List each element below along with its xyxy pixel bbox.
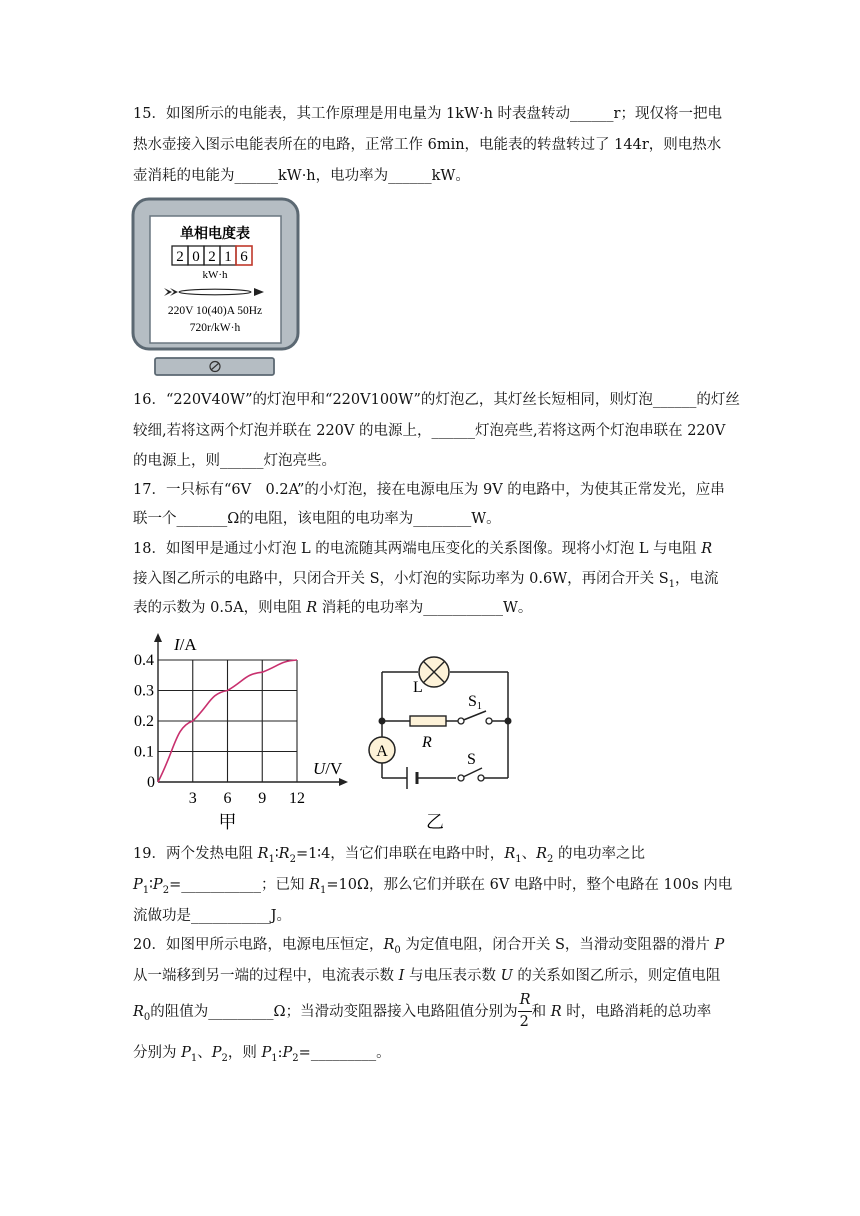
circuit-diagram [360, 650, 520, 835]
electric-meter-figure [130, 196, 302, 380]
q15-line-2: 热水壶接入图示电能表所在的电路，正常工作 6min，电能表的转盘转过了 144r，则电热水 [133, 137, 722, 153]
meter-title: 单相电度表 [180, 227, 250, 242]
chart-labels [134, 635, 343, 832]
ammeter-label: A [376, 743, 388, 760]
meter-digit: 0 [192, 249, 200, 265]
switch-s1-label: S1 [468, 693, 482, 712]
y-axis-arrow [154, 633, 162, 642]
x-axis-arrow [339, 778, 348, 786]
x-tick-label: 12 [289, 790, 305, 807]
q17-line-2: 联一个_______Ω的电阻，该电阻的电功率为________W。 [133, 511, 501, 527]
y-tick-label: 0.4 [134, 652, 154, 669]
q15-line-3: 壶消耗的电能为______kW·h，电功率为______kW。 [133, 168, 470, 184]
q17-line-1: 17．一只标有“6V 0.2A”的小灯泡，接在电源电压为 9V 的电路中，为使其正常发光，应串 [133, 482, 725, 498]
switch-s-label: S [467, 751, 476, 768]
q20-line-4: 分别为 $P_1$、$P_2$，则 $P_1:P_2=\_\_\_\_\_\_\_\_\_$。 [133, 1045, 391, 1064]
chart-grid [158, 660, 297, 782]
x-tick-label: 3 [188, 790, 197, 807]
q18-line-1: 18．如图甲是通过小灯泡 L 的电流随其两端电压变化的关系图像。现将小灯泡 L 与电阻 R [133, 541, 713, 557]
y-tick-label: 0.3 [134, 682, 154, 700]
y-axis-label: I/A [174, 635, 197, 654]
y-tick-label: 0.1 [134, 743, 154, 761]
lamp-label: L [413, 679, 423, 696]
q20-line-1: 20．如图甲所示电路，电源电压恒定，$R_0$ 为定值电阻，闭合开关 S，当滑动变阻器的滑片 P [133, 937, 725, 956]
x-axis-label: U/V [313, 759, 343, 778]
q18-line-3: 表的示数为 0.5A，则电阻 R 消耗的电功率为___________W。 [133, 600, 533, 616]
q16-line-1: 16．“220V40W”的灯泡甲和“220V100W”的灯泡乙，其灯丝长短相同，则灯泡______的灯丝 [133, 392, 740, 408]
q20-line-2: 从一端移到另一端的过程中，电流表示数 I 与电压表示数 U 的关系如图乙所示，则定值电阻 [133, 968, 721, 984]
fraction-r-over-2: $\frac{R}{2}$ [519, 992, 531, 1030]
x-tick-label: 6 [223, 790, 232, 807]
q19-line-3: 流做功是___________J。 [133, 908, 292, 924]
iv-graph [128, 628, 358, 834]
meter-digit: 2 [176, 249, 184, 265]
meter-digit: 1 [224, 249, 232, 265]
meter-digit: 2 [208, 249, 216, 265]
q20-line-3: $R_0$的阻值为_________Ω；当滑动变阻器接入电路阻值分别为 $\frac{R}{2}$ 和 R 时，电路消耗的总功率 [133, 992, 712, 1030]
q18-line-2: 接入图乙所示的电路中，只闭合开关 S，小灯泡的实际功率为 0.6W，再闭合开关 $S_1$，电流 [133, 571, 719, 590]
resistor-icon [410, 716, 446, 726]
origin-label: 0 [147, 774, 155, 791]
q16-line-2: 较细,若将这两个灯泡并联在 220V 的电源上，______灯泡亮些,若将这两个灯泡串联在 220V [133, 423, 726, 439]
meter-spec: 220V 10(40)A 50Hz [167, 305, 263, 317]
meter-digit: 6 [240, 249, 248, 265]
q15-line-1: 15．如图所示的电能表，其工作原理是用电量为 1kW·h 时表盘转动______r；现仅将一把电 [133, 106, 722, 122]
circuit-caption: 乙 [426, 812, 444, 832]
resistor-label: R [422, 734, 432, 751]
meter-unit: kW·h [202, 269, 228, 281]
q16-line-3: 的电源上，则______灯泡亮些。 [133, 453, 336, 469]
x-tick-label: 9 [258, 790, 267, 807]
q19-line-1: 19．两个发热电阻 $R_1∶R_2=1∶4$，当它们串联在电路中时，$R_1$、$R_2$ 的电功率之比 [133, 846, 646, 865]
battery-icon [407, 767, 417, 789]
chart-caption: 甲 [218, 812, 237, 832]
lamp-icon [419, 657, 449, 687]
meter-rate: 720r/kW·h [189, 322, 241, 334]
q19-line-2: $P_1∶P_2=\_\_\_\_\_\_\_\_\_\_\_$；已知 $R_1=10\Omega$，那么它们并联在 6V 电路中时，整个电路在 100s 内电 [133, 877, 733, 896]
y-tick-label: 0.2 [134, 713, 154, 730]
